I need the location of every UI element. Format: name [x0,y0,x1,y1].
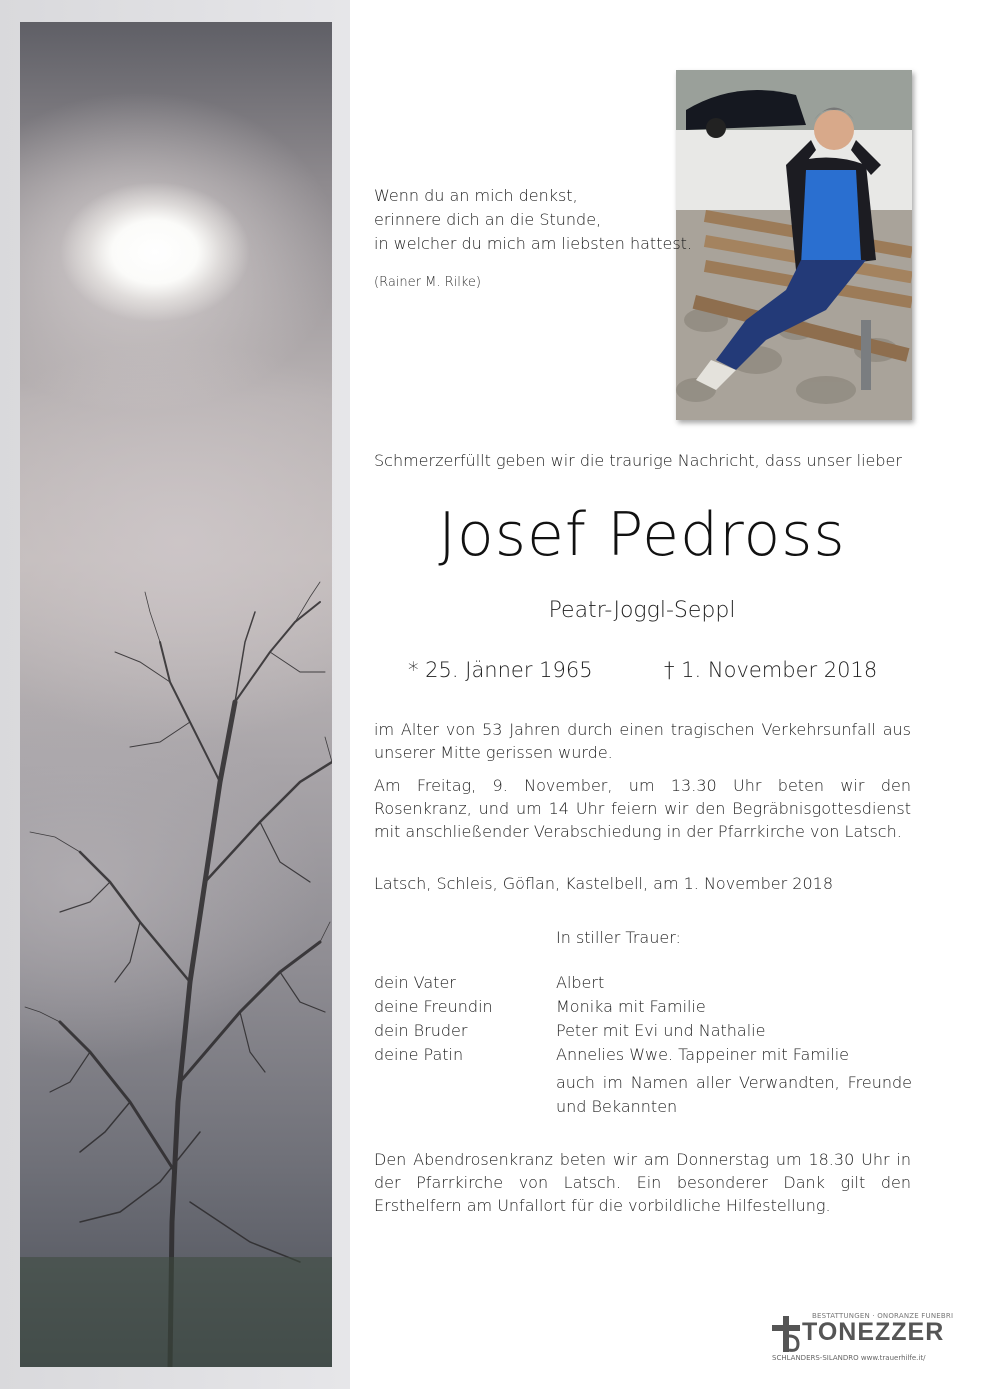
logo-footer: SCHLANDERS-SILANDRO www.trauerhilfe.it/ [772,1354,926,1362]
poem-quote [374,184,692,256]
closing-paragraph: Den Abendrosenkranz beten wir am Donnerstag um 18.30 Uhr in der Pfarrkirche von Latsch. Ein besonderer Dank gilt den Ersthelfern am Unfallort für die vorbildliche Hilfestellung. [374,1150,911,1215]
relative-relation: deine Patin [374,1045,464,1064]
relative-relation: deine Freundin [374,997,493,1016]
bare-tree-silhouette [20,22,332,1367]
relative-relation: dein Bruder [374,1021,468,1040]
quote-author: (Rainer M. Rilke) [374,275,481,290]
announcement-intro: Schmerzerfüllt geben wir die traurige Nachricht, dass unser lieber [374,451,902,470]
quote-line: Wenn du an mich denkst, [374,186,578,205]
deceased-nickname: Peatr-Joggl-Seppl [548,598,736,623]
logo-tagline: BESTATTUNGEN · ONORANZE FUNEBRI [812,1312,954,1320]
birth-date: * 25. Jänner 1965 [408,658,593,682]
funeral-home-logo [772,1312,954,1368]
quote-line: erinnere dich an die Stunde, [374,210,602,229]
decorative-frame [0,0,350,1389]
portrait-photo [676,70,912,420]
sky-tree-image [20,22,332,1367]
also-on-behalf: auch im Namen aller Verwandten, Freunde und Bekannten [556,1073,912,1116]
quote-line: in welcher du mich am liebsten hattest. [374,234,693,253]
place-and-date: Latsch, Schleis, Göflan, Kastelbell, am 1. November 2018 [374,874,833,893]
relative-names: Monika mit Familie [556,997,706,1016]
relative-names: Annelies Wwe. Tappeiner mit Familie [556,1045,850,1064]
deceased-name: Josef Pedross [438,500,846,570]
circumstances-paragraph: im Alter von 53 Jahren durch einen tragischen Verkehrsunfall aus unserer Mitte gerissen wurde. [374,720,911,762]
mourning-heading: In stiller Trauer: [556,928,681,947]
cross-logo-icon [772,1316,800,1352]
logo-name: TONEZZER [802,1318,945,1346]
man-on-bench-illustration [676,70,912,420]
relative-names: Albert [556,973,605,992]
funeral-paragraph: Am Freitag, 9. November, um 13.30 Uhr beten wir den Rosenkranz, und um 14 Uhr feiern wir den Begräbnisgottesdienst mit anschließender Verabschiedung in der Pfarrkirche von Latsch. [374,776,911,841]
death-date: † 1. November 2018 [664,658,878,682]
relative-relation: dein Vater [374,973,456,992]
relative-names: Peter mit Evi und Nathalie [556,1021,766,1040]
